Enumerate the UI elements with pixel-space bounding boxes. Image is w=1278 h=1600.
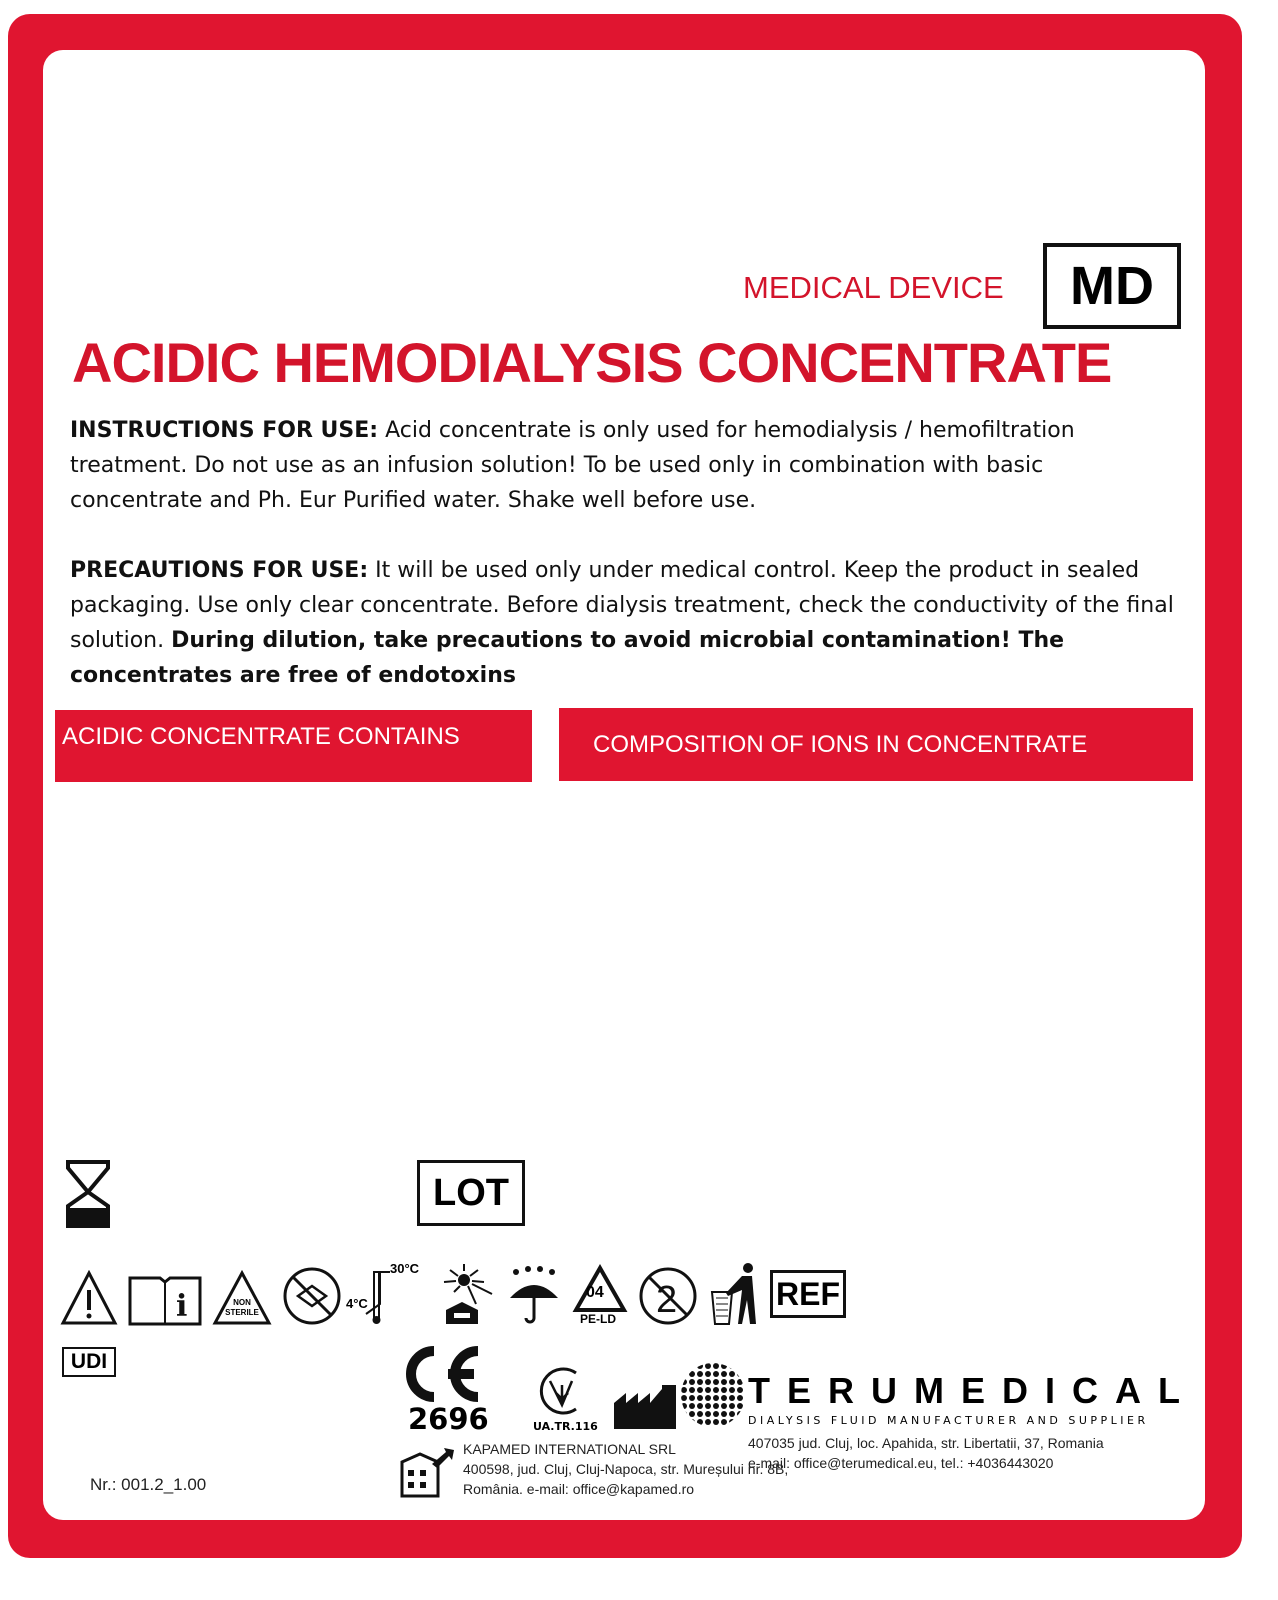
temp-low-label: 4°C <box>346 1296 368 1311</box>
keep-dry-umbrella-icon <box>506 1264 562 1326</box>
dispose-in-bin-icon <box>708 1262 760 1326</box>
non-sterile-line1: NON <box>233 1298 251 1307</box>
instructions-paragraph <box>70 413 1180 518</box>
udi-symbol: UDI <box>62 1347 116 1377</box>
ce-number: 2696 <box>408 1402 489 1436</box>
importer-address: 400598, jud. Cluj, Cluj-Napoca, str. Mureșului nr. 8B, <box>463 1461 789 1477</box>
terumedical-logo-sphere-icon <box>680 1362 746 1428</box>
symbols-row <box>60 1262 846 1326</box>
terumedical-tagline: DIALYSIS FLUID MANUFACTURER AND SUPPLIER <box>748 1414 1149 1427</box>
importer-contact: România. e-mail: office@kapamed.ro <box>463 1481 695 1497</box>
manufacturer-address-block <box>748 1433 1104 1473</box>
ua-mark-code: UA.TR.116 <box>533 1420 598 1433</box>
importer-name: KAPAMED INTERNATIONAL SRL <box>463 1441 676 1457</box>
instructions-heading: INSTRUCTIONS FOR USE: <box>70 418 379 443</box>
caution-icon <box>60 1270 118 1326</box>
consult-instructions-icon <box>128 1274 202 1326</box>
medical-device-label: MEDICAL DEVICE <box>743 270 1004 305</box>
md-symbol: MD <box>1043 243 1181 329</box>
precautions-heading: PRECAUTIONS FOR USE: <box>70 558 369 583</box>
ce-mark-icon <box>398 1345 482 1403</box>
precautions-bold-text: During dilution, take precautions to avoid microbial contamination! The concentrates are free of endotoxins <box>70 628 1065 688</box>
terumedical-brand: TERUMEDICAL <box>748 1370 1197 1411</box>
temp-high-label: 30°C <box>390 1261 420 1276</box>
manufacturer-factory-icon <box>614 1385 676 1429</box>
recycle-pe-ld-icon <box>572 1264 628 1326</box>
section-header-ions: COMPOSITION OF IONS IN CONCENTRATE <box>559 708 1193 781</box>
temperature-limit-icon <box>346 1261 422 1326</box>
non-sterile-line2: STERILE <box>225 1308 259 1317</box>
ref-symbol: REF <box>770 1270 846 1318</box>
manufacturer-contact: e-mail: office@terumedical.eu, tel.: +4036443020 <box>748 1455 1054 1471</box>
lot-symbol: LOT <box>417 1160 525 1226</box>
do-not-use-if-damaged-icon <box>282 1266 342 1326</box>
recycle-material: PE-LD <box>580 1312 616 1326</box>
document-number: Nr.: 001.2_1.00 <box>90 1475 207 1494</box>
manufacturer-address: 407035 jud. Cluj, loc. Apahida, str. Libertatii, 37, Romania <box>748 1435 1104 1451</box>
importer-block <box>463 1439 788 1499</box>
instructions-text: Acid concentrate is only used for hemodialysis / hemofiltration treatment. Do not use as an infusion solution! To be used only in combination with basic concentrate and Ph. Eur Purified water. Shake well before use. <box>70 418 1075 513</box>
keep-away-from-sunlight-icon <box>432 1264 496 1326</box>
expiry-date-hourglass-icon <box>66 1160 110 1228</box>
importer-icon <box>398 1446 456 1498</box>
non-sterile-icon <box>212 1270 272 1326</box>
precautions-text: It will be used only under medical control. Keep the product in sealed packaging. Use only clear concentrate. Before dialysis treatment, check the conductivity of the final solution. <box>70 558 1174 653</box>
precautions-paragraph <box>70 553 1180 693</box>
ua-conformity-mark-icon <box>536 1365 586 1417</box>
section-header-contains: ACIDIC CONCENTRATE CONTAINS <box>55 710 532 782</box>
svg-text:2: 2 <box>656 1279 678 1321</box>
recycle-code: 04 <box>586 1284 604 1301</box>
svg-text:i: i <box>176 1289 188 1324</box>
product-title: ACIDIC HEMODIALYSIS CONCENTRATE <box>72 331 1112 394</box>
do-not-reuse-icon <box>638 1266 698 1326</box>
